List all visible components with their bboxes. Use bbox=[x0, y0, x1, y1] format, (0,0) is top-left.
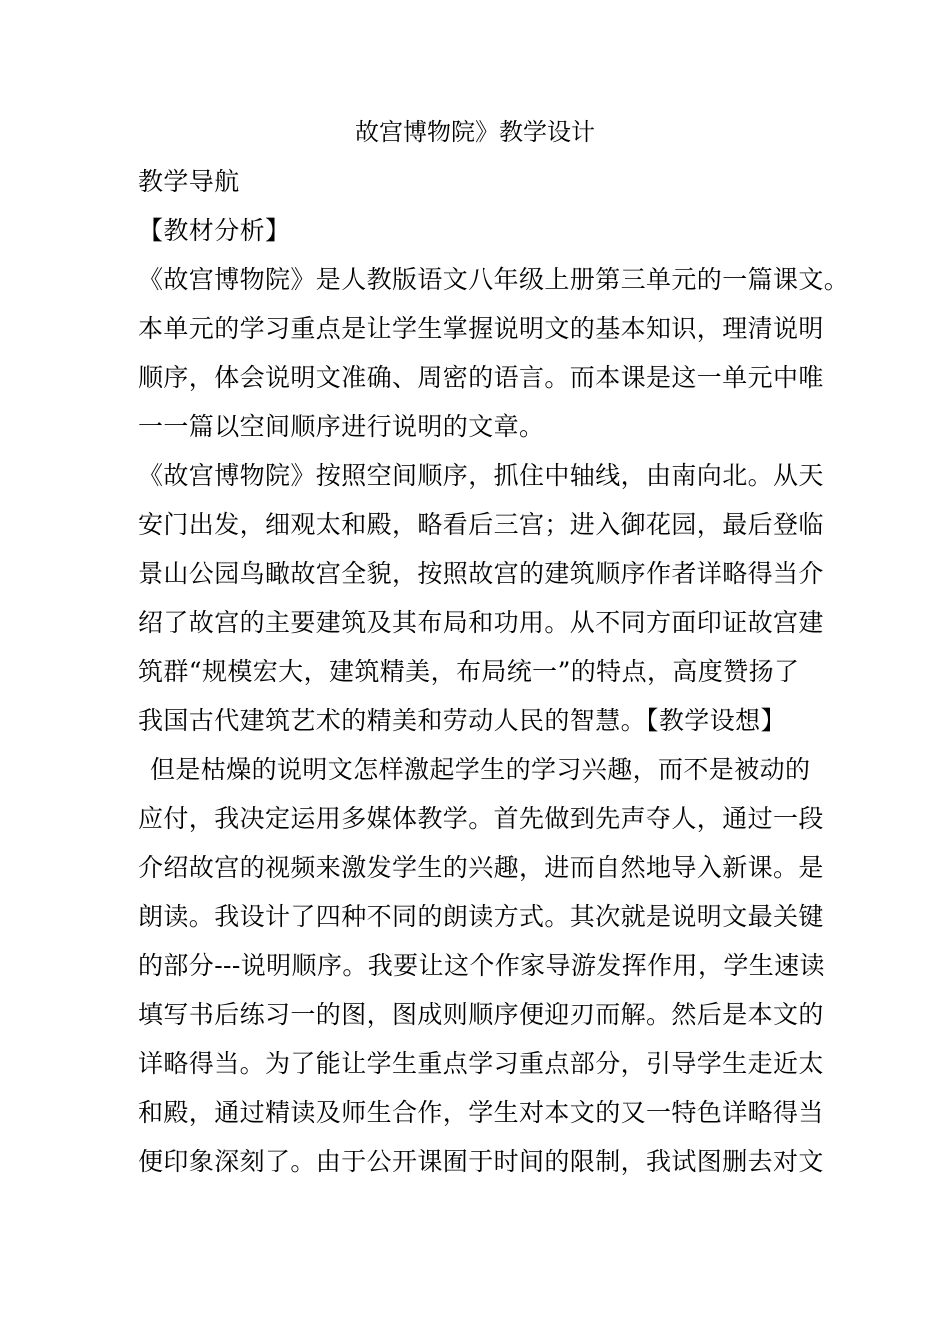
text-line: 朗读。我设计了四种不同的朗读方式。其次就是说明文最关键 bbox=[138, 902, 824, 931]
text-line: 一一篇以空间顺序进行说明的文章。 bbox=[138, 412, 545, 441]
text-line: 景山公园鸟瞰故宫全貌，按照故宫的建筑顺序作者详略得当介 bbox=[138, 559, 824, 588]
text-line: 我国古代建筑艺术的精美和劳动人民的智慧。【教学设想】 bbox=[138, 706, 786, 735]
text-line: 【教材分析】 bbox=[138, 216, 291, 245]
text-line: 和殿，通过精读及师生合作，学生对本文的又一特色详略得当 bbox=[138, 1098, 824, 1127]
document-title: 故宫博物院》教学设计 bbox=[355, 118, 595, 146]
text-line: 的部分---说明顺序。我要让这个作家导游发挥作用，学生速读 bbox=[138, 951, 825, 980]
text-line: 绍了故宫的主要建筑及其布局和功用。从不同方面印证故宫建 bbox=[138, 608, 824, 637]
text-line: 填写书后练习一的图，图成则顺序便迎刃而解。然后是本文的 bbox=[138, 1000, 824, 1029]
text-line: 详略得当。为了能让学生重点学习重点部分，引导学生走近太 bbox=[138, 1049, 824, 1078]
text-line: 《故宫博物院》是人教版语文八年级上册第三单元的一篇课文。 bbox=[138, 265, 850, 294]
text-line: 筑群“规模宏大，建筑精美，布局统一”的特点，高度赞扬了 bbox=[138, 657, 800, 686]
text-line: 教学导航 bbox=[138, 167, 240, 196]
text-line: 应付，我决定运用多媒体教学。首先做到先声夺人，通过一段 bbox=[138, 804, 824, 833]
text-line: 《故宫博物院》按照空间顺序，抓住中轴线，由南向北。从天 bbox=[138, 461, 824, 490]
text-line: 安门出发，细观太和殿，略看后三宫；进入御花园，最后登临 bbox=[138, 510, 824, 539]
text-line: 顺序，体会说明文准确、周密的语言。而本课是这一单元中唯 bbox=[138, 363, 824, 392]
document-body bbox=[138, 157, 938, 1186]
text-line: 介绍故宫的视频来激发学生的兴趣，进而自然地导入新课。是 bbox=[138, 853, 824, 882]
text-line: 便印象深刻了。由于公开课囿于时间的限制，我试图删去对文 bbox=[138, 1147, 824, 1176]
text-line: 但是枯燥的说明文怎样激起学生的学习兴趣，而不是被动的 bbox=[150, 755, 811, 784]
text-line: 本单元的学习重点是让学生掌握说明文的基本知识，理清说明 bbox=[138, 314, 824, 343]
